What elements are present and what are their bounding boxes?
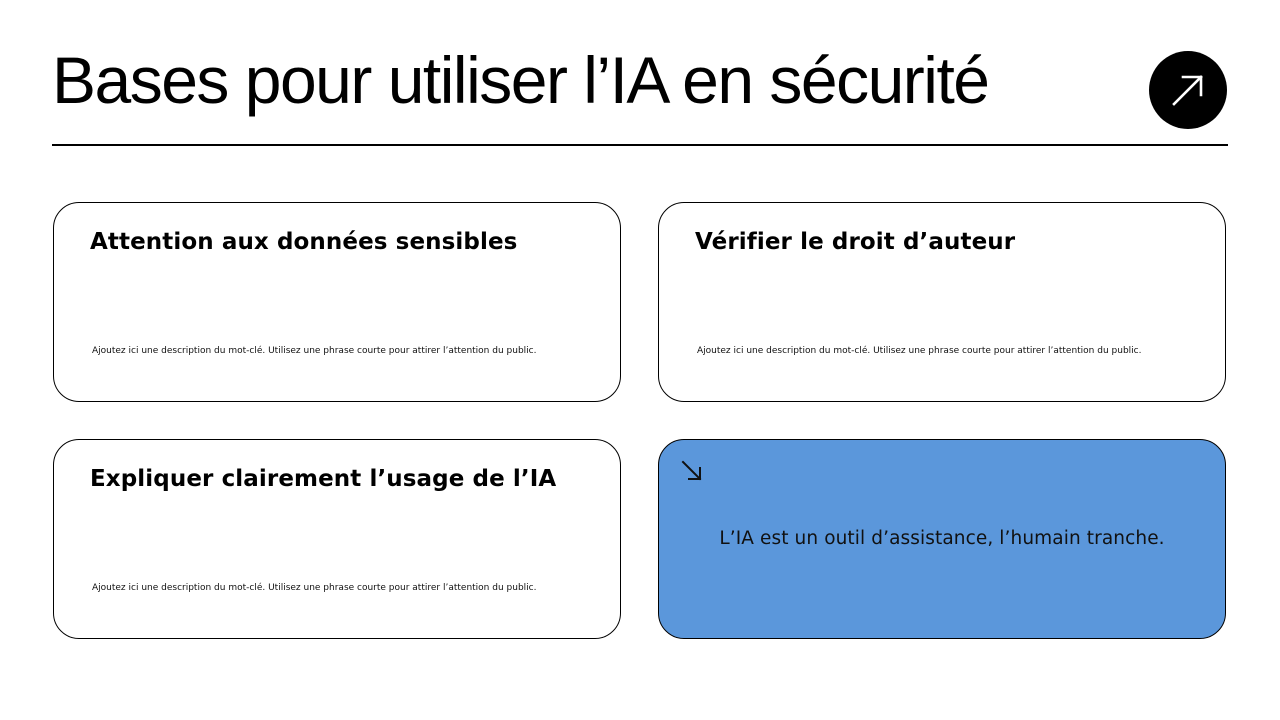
- highlight-text: L’IA est un outil d’assistance, l’humain tranche.: [719, 528, 1165, 549]
- highlight-card: [658, 439, 1226, 639]
- card-copyright: [658, 202, 1226, 402]
- card-description: Ajoutez ici une description du mot-clé. Utilisez une phrase courte pour attirer l’attention du public.: [697, 346, 1142, 356]
- arrow-down-right-icon: [679, 458, 705, 484]
- card-explain-ai-usage: [53, 439, 621, 639]
- card-description: Ajoutez ici une description du mot-clé. Utilisez une phrase courte pour attirer l’attention du public.: [92, 583, 537, 593]
- page-title: Bases pour utiliser l’IA en sécurité: [52, 43, 989, 117]
- arrow-up-right-icon: [1169, 71, 1207, 109]
- card-title: Vérifier le droit d’auteur: [695, 229, 1016, 255]
- card-title: Expliquer clairement l’usage de l’IA: [90, 466, 557, 492]
- title-divider: [52, 144, 1228, 146]
- card-title: Attention aux données sensibles: [90, 229, 518, 255]
- arrow-link-button[interactable]: [1149, 51, 1227, 129]
- card-sensitive-data: [53, 202, 621, 402]
- card-description: Ajoutez ici une description du mot-clé. Utilisez une phrase courte pour attirer l’attention du public.: [92, 346, 537, 356]
